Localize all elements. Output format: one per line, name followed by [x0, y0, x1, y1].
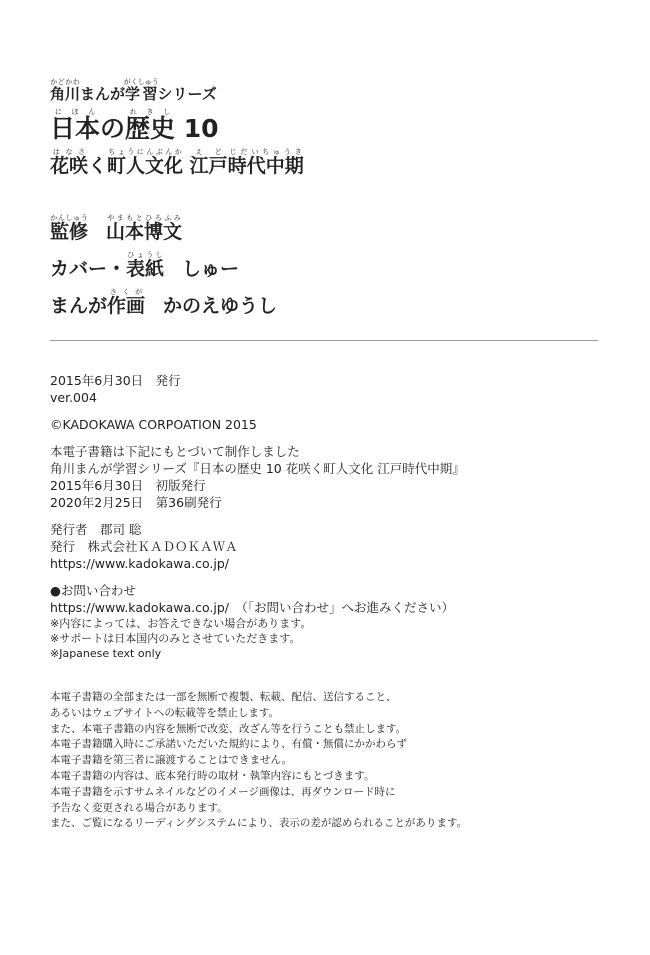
subtitle-ku: く	[88, 155, 108, 177]
note-1: ※内容によっては、お答えできない場合があります。	[50, 617, 312, 630]
title-nihon: 日本にほん	[50, 108, 101, 143]
legal-line: また、ご覧になるリーディングシステムにより、表示の差が認められることがあります。	[50, 817, 468, 830]
legal-line: 本電子書籍の全部または一部を無断で複製、転載、配信、送信すること、	[50, 691, 397, 703]
legal-line: また、本電子書籍の内容を無断で改変、改ざん等を行うことも禁止します。	[50, 722, 407, 735]
legal-line: 本電子書籍を示すサムネイルなどのイメージ画像は、再ダウンロード時に	[50, 785, 396, 798]
series-gakushu: 学習がくしゅう	[123, 78, 159, 103]
version: ver.004	[50, 390, 97, 405]
release-date: 2015年6月30日 発行	[50, 373, 181, 388]
subtitle-hanasaku: 花咲はなさ	[50, 148, 89, 177]
credit-role-cover: カバー・表紙ひょうし	[50, 251, 165, 280]
legal-line: 本電子書籍を第三者に譲渡することはできません。	[50, 754, 293, 767]
note-3: ※Japanese text only	[50, 647, 162, 660]
title-volume: 10	[175, 114, 219, 143]
subtitle-space	[183, 155, 190, 177]
title-rekishi: 歴史れきし	[125, 108, 176, 143]
book-subtitle	[50, 148, 610, 179]
credit-name-supervision: 山本博文やまもとひろふみ	[106, 214, 183, 243]
legal-line: 予告なく変更される場合があります。	[50, 801, 228, 814]
book-title	[50, 108, 610, 146]
credit-cover	[50, 251, 610, 282]
copyright: ©KADOKAWA CORPOATION 2015	[50, 417, 257, 432]
contact-link[interactable]: https://www.kadokawa.co.jp/ （「お問い合わせ」へお進みください）	[50, 600, 454, 615]
publication-info	[50, 372, 610, 661]
credit-supervision	[50, 214, 610, 245]
contact-heading: ●お問い合わせ	[50, 583, 136, 598]
series-name	[50, 78, 610, 104]
publisher-company: 発行 株式会社ＫＡＤＯＫＡＷＡ	[50, 539, 238, 554]
series-word: シリーズ	[157, 85, 217, 103]
subtitle-chounin: 町人文化ちょうにんぶんか	[107, 148, 184, 177]
note-2: ※サポートは日本国内のみとさせていただきます。	[50, 632, 301, 645]
legal-line: 本電子書籍購入時にご承諾いただいた規約により、有償・無償にかかわらず	[50, 738, 407, 751]
credit-name-manga: かのえゆうし	[163, 295, 278, 317]
credit-role-manga: まんが作画さくが	[50, 288, 146, 317]
title-no: の	[100, 114, 126, 143]
series-kadokawa: 角川かどかわ	[50, 78, 81, 103]
title-block	[50, 78, 610, 179]
legal-notice	[50, 690, 610, 832]
source-title: 角川まんが学習シリーズ『日本の歴史 10 花咲く町人文化 江戸時代中期』	[50, 461, 465, 476]
divider-line	[50, 340, 598, 341]
credit-name-cover: しゅー	[182, 258, 240, 280]
legal-line: あるいはウェブサイトへの転載等を禁止します。	[50, 706, 280, 719]
legal-line: 本電子書籍の内容は、底本発行時の取材・執筆内容にもとづきます。	[50, 769, 375, 782]
credit-manga	[50, 288, 610, 319]
credits-block	[50, 214, 610, 325]
subtitle-jidai: 時代中期じだいちゅうき	[227, 148, 304, 177]
first-edition: 2015年6月30日 初版発行	[50, 478, 206, 493]
source-intro: 本電子書籍は下記にもとづいて制作しました	[50, 444, 300, 459]
subtitle-edo: 江戸えど	[189, 148, 228, 177]
publisher-person: 発行者 郡司 聡	[50, 522, 142, 537]
publisher-url[interactable]: https://www.kadokawa.co.jp/	[50, 556, 229, 571]
credit-role-supervision: 監修かんしゅう	[50, 214, 89, 243]
latest-edition: 2020年2月25日 第36刷発行	[50, 495, 222, 510]
series-manga: まんが	[80, 85, 126, 103]
